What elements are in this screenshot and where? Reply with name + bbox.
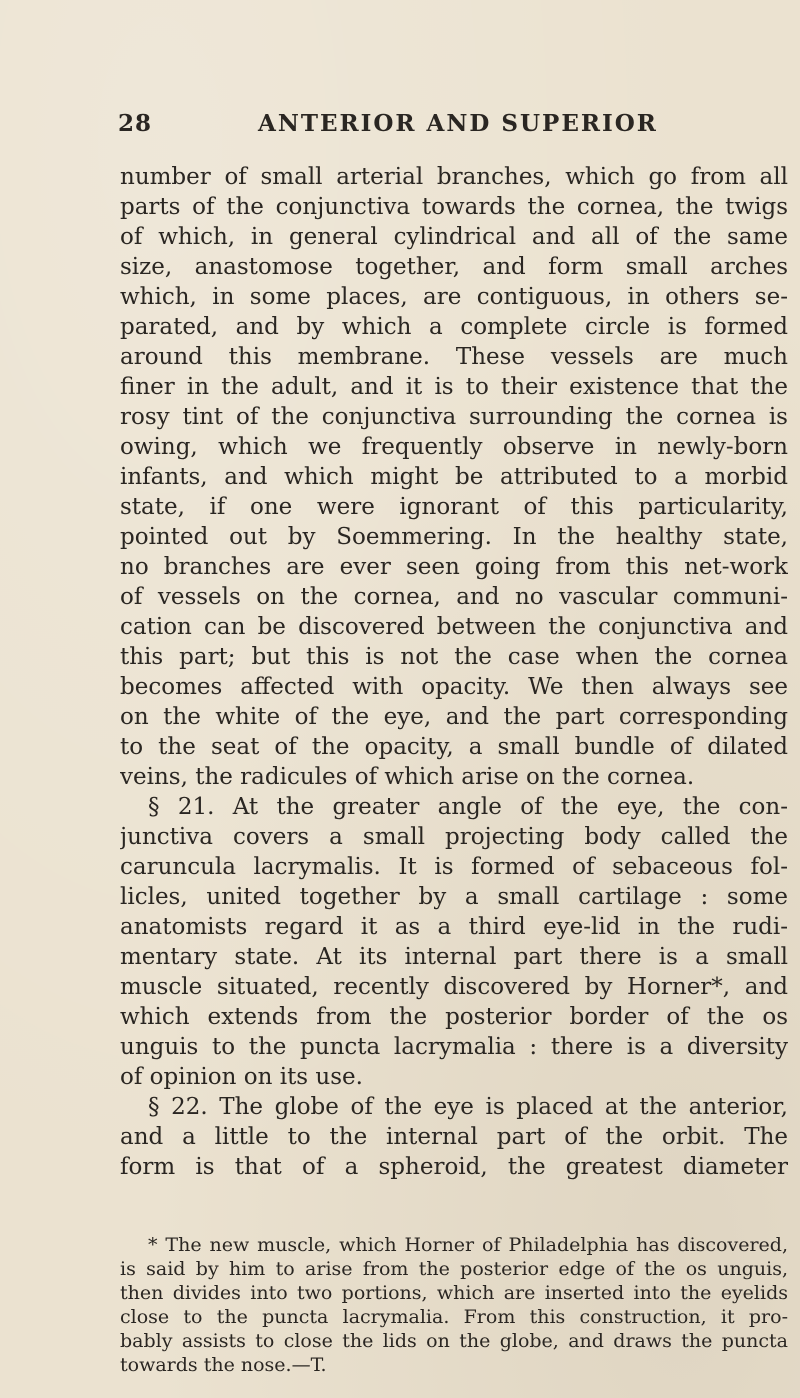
text-line: muscle situated, recently discovered by Horner*, and [120,974,788,1000]
text-line: on the white of the eye, and the part corresponding [120,704,788,730]
running-head: ANTERIOR AND SUPERIOR [258,110,658,137]
text-line: form is that of a spheroid, the greatest diameter [120,1154,788,1180]
footnote-line: is said by him to arise from the posterior edge of the os unguis, [120,1258,788,1280]
text-line: of which, in general cylindrical and all of the same [120,224,788,250]
text-line: licles, united together by a small cartilage : some [120,884,788,910]
text-line: owing, which we frequently observe in newly-born [120,434,788,460]
text-line: and a little to the internal part of the orbit. The [120,1124,788,1150]
text-line: parated, and by which a complete circle is formed [120,314,788,340]
section-22-start: § 22. The globe of the eye is placed at the anterior, [148,1094,788,1120]
text-line: rosy tint of the conjunctiva surrounding the cornea is [120,404,788,430]
text-line: number of small arterial branches, which go from all [120,164,788,190]
text-line: this part; but this is not the case when the cornea [120,644,788,670]
text-line: around this membrane. These vessels are much [120,344,788,370]
text-line: parts of the conjunctiva towards the cornea, the twigs [120,194,788,220]
text-line: which, in some places, are contiguous, in others se- [120,284,788,310]
text-line: caruncula lacrymalis. It is formed of sebaceous fol- [120,854,788,880]
section-21-start: § 21. At the greater angle of the eye, the con- [148,794,788,820]
text-line: infants, and which might be attributed to a morbid [120,464,788,490]
body-text [120,162,788,1182]
text-line: cation can be discovered between the conjunctiva and [120,614,788,640]
text-line: finer in the adult, and it is to their existence that the [120,374,788,400]
text-line: state, if one were ignorant of this particularity, [120,494,788,520]
text-line: becomes affected with opacity. We then always see [120,674,788,700]
text-line: no branches are ever seen going from this net-work [120,554,788,580]
footnote [120,1233,788,1377]
text-line: to the seat of the opacity, a small bundle of dilated [120,734,788,760]
page-number: 28 [118,110,153,137]
footnote-line: bably assists to close the lids on the globe, and draws the puncta [120,1330,788,1352]
text-line: pointed out by Soemmering. In the healthy state, [120,524,788,550]
footnote-line: towards the nose.—T. [120,1354,327,1376]
footnote-line: then divides into two portions, which are inserted into the eyelids [120,1282,788,1304]
text-line: anatomists regard it as a third eye-lid in the rudi- [120,914,788,940]
page-header [118,110,678,150]
text-line: junctiva covers a small projecting body called the [120,824,788,850]
text-line: which extends from the posterior border of the os [120,1004,788,1030]
text-line: of opinion on its use. [120,1064,363,1090]
footnote-line: * The new muscle, which Horner of Philadelphia has discovered, [148,1234,788,1256]
footnote-line: close to the puncta lacrymalia. From this construction, it pro- [120,1306,788,1328]
text-line: size, anastomose together, and form small arches [120,254,788,280]
text-line: mentary state. At its internal part there is a small [120,944,788,970]
text-line: veins, the radicules of which arise on the cornea. [120,764,695,790]
text-line: of vessels on the cornea, and no vascular communi- [120,584,788,610]
text-line: unguis to the puncta lacrymalia : there is a diversity [120,1034,788,1060]
